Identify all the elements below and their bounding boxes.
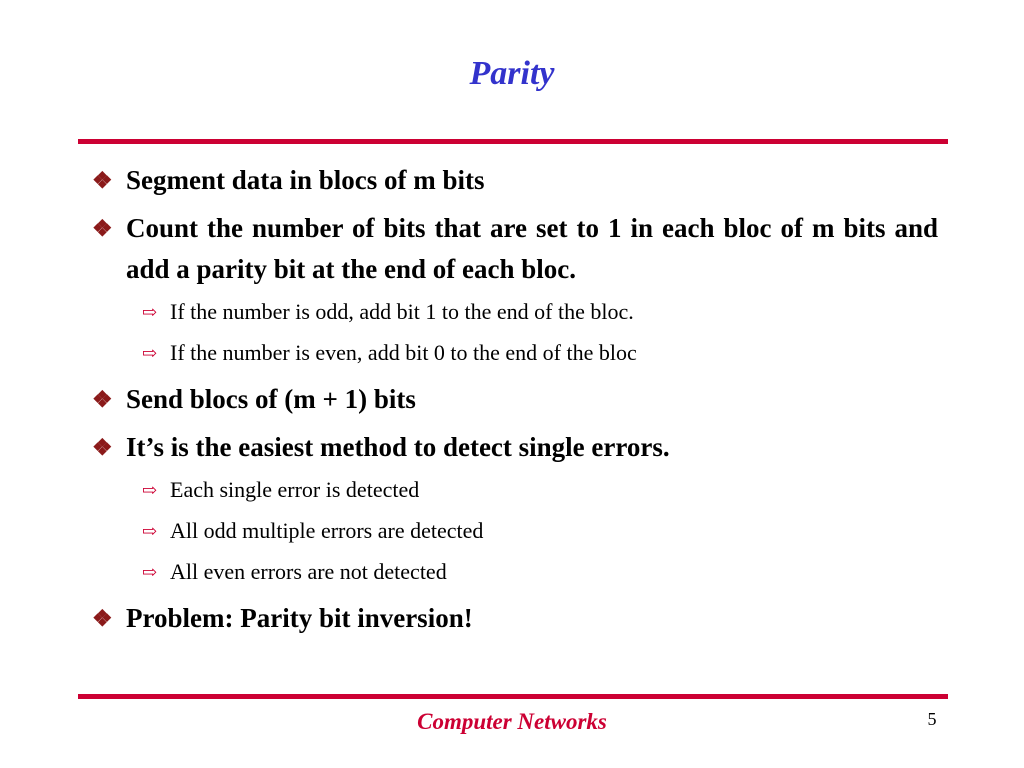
bullet-text: Problem: Parity bit inversion! bbox=[126, 603, 473, 633]
bullet-item bbox=[92, 598, 938, 639]
sub-bullet-text: If the number is even, add bit 0 to the end of the bloc bbox=[170, 340, 637, 365]
sub-bullet-text: Each single error is detected bbox=[170, 477, 420, 502]
diamond-bullet-icon: ❖ bbox=[92, 216, 113, 241]
bullet-item bbox=[92, 160, 938, 201]
diamond-bullet-icon: ❖ bbox=[92, 387, 113, 412]
bullet-text: It’s is the easiest method to detect single errors. bbox=[126, 432, 670, 462]
arrow-bullet-icon: ⇨ bbox=[142, 562, 158, 582]
page-number: 5 bbox=[927, 709, 937, 729]
top-divider bbox=[78, 139, 948, 144]
sub-bullet-text: If the number is odd, add bit 1 to the end of the bloc. bbox=[170, 299, 634, 324]
bottom-divider bbox=[78, 694, 948, 699]
sub-bullet-item bbox=[92, 297, 938, 327]
footer-label: Computer Networks bbox=[417, 709, 607, 734]
sub-bullet-item bbox=[92, 516, 938, 546]
slide-title: Parity bbox=[469, 55, 555, 92]
arrow-bullet-icon: ⇨ bbox=[142, 343, 158, 363]
sub-bullet-list bbox=[92, 475, 938, 587]
sub-bullet-list bbox=[92, 297, 938, 368]
diamond-bullet-icon: ❖ bbox=[92, 435, 113, 460]
arrow-bullet-icon: ⇨ bbox=[142, 521, 158, 541]
bullet-text: Segment data in blocs of m bits bbox=[126, 165, 485, 195]
diamond-bullet-icon: ❖ bbox=[92, 168, 113, 193]
bullet-text: Count the number of bits that are set to 1 in each bloc of m bits and add a parity bit at the end of each bloc. bbox=[126, 213, 938, 284]
bullet-item bbox=[92, 379, 938, 420]
sub-bullet-item bbox=[92, 338, 938, 368]
bullet-item bbox=[92, 427, 938, 468]
arrow-bullet-icon: ⇨ bbox=[142, 480, 158, 500]
arrow-bullet-icon: ⇨ bbox=[142, 302, 158, 322]
sub-bullet-text: All even errors are not detected bbox=[170, 559, 447, 584]
diamond-bullet-icon: ❖ bbox=[92, 606, 113, 631]
slide-content bbox=[92, 160, 938, 646]
sub-bullet-text: All odd multiple errors are detected bbox=[170, 518, 484, 543]
sub-bullet-item bbox=[92, 475, 938, 505]
bullet-item bbox=[92, 208, 938, 290]
sub-bullet-item bbox=[92, 557, 938, 587]
bullet-text: Send blocs of (m + 1) bits bbox=[126, 384, 416, 414]
